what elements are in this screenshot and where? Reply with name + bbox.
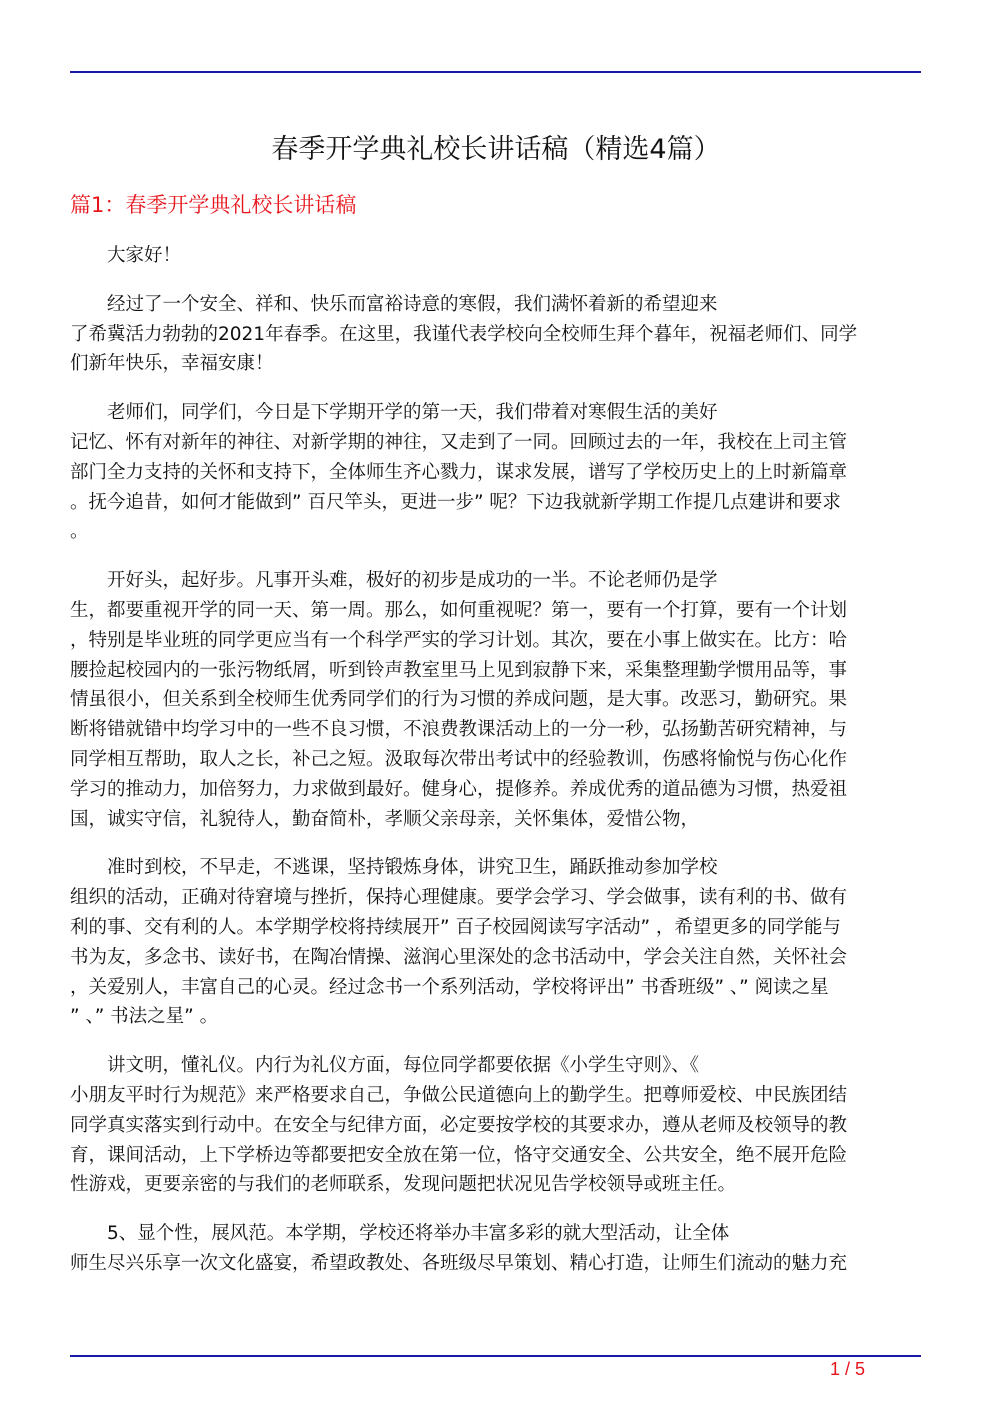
- paragraph: [70, 290, 921, 379]
- text-line: 了希冀活力勃勃的2021年春季。在这里，我谨代表学校向全校师生拜个暮年，祝福老师们、同学: [70, 323, 858, 345]
- document-title: 春季开学典礼校长讲话稿（精选4篇）: [271, 134, 721, 165]
- text-line: ” 、” 书法之星” 。: [70, 1006, 219, 1028]
- text-line: 开好头，起好步。凡事开头难，极好的初步是成功的一半。不论老师仍是学: [107, 570, 718, 592]
- text-line: 生，都要重视开学的同一天、第一周。那么，如何重视呢？第一，要有一个打算，要有一个计划: [70, 599, 848, 621]
- text-line: 记忆、怀有对新年的神往、对新学期的神往，又走到了一同。回顾过去的一年，我校在上司主管: [70, 431, 848, 453]
- text-line: 小朋友平时行为规范》来严格要求自己，争做公民道德向上的勤学生。把尊师爱校、中民族团结: [70, 1084, 848, 1106]
- text-line: ，关爱别人，丰富自己的心灵。经过念书一个系列活动，学校将评出” 书香班级” 、” 阅读之星: [70, 976, 829, 998]
- text-line: 断将错就错中均学习中的一些不良习惯，不浪费教课活动上的一分一秒，弘扬勤苦研究精神，与: [70, 719, 848, 741]
- text-line: 师生尽兴乐享一次文化盛宴，希望政教处、各班级尽早策划、精心打造，让师生们流动的魅力充: [70, 1252, 848, 1274]
- section-heading: 篇1：春季开学典礼校长讲话稿: [70, 193, 357, 217]
- text-line: 部门全力支持的关怀和支持下，全体师生齐心戮力，谋求发展，谱写了学校历史上的上时新篇章: [70, 461, 848, 483]
- paragraph: [70, 566, 921, 834]
- header-rule: [70, 71, 921, 73]
- text-line: 经过了一个安全、祥和、快乐而富裕诗意的寒假，我们满怀着新的希望迎来: [107, 293, 718, 315]
- text-line: 老师们，同学们，今日是下学期开学的第一天，我们带着对寒假生活的美好: [107, 402, 718, 424]
- footer-rule: [70, 1355, 921, 1357]
- text-line: 。: [70, 521, 89, 543]
- text-line: 情虽很小，但关系到全校师生优秀同学们的行为习惯的养成问题，是大事。改恶习，勤研究。果: [70, 689, 848, 711]
- text-line: 准时到校，不早走，不逃课，坚持锻炼身体，讲究卫生，踊跃推动参加学校: [107, 857, 718, 879]
- text-line: 国，诚实守信，礼貌待人，勤奋简朴，孝顺父亲母亲，关怀集体，爱惜公物，: [70, 808, 700, 830]
- text-line: 组织的活动，正确对待窘境与挫折，保持心理健康。要学会学习、学会做事，读有利的书、做有: [70, 887, 848, 909]
- text-line: ，特别是毕业班的同学更应当有一个科学严实的学习计划。其次，要在小事上做实在。比方：哈: [70, 629, 848, 651]
- text-line: 书为友，多念书、读好书，在陶冶情操、滋润心里深处的念书活动中，学会关注自然，关怀社会: [70, 946, 848, 968]
- paragraph: [70, 398, 921, 547]
- paragraph: [70, 241, 921, 271]
- text-line: 们新年快乐，幸福安康！: [70, 353, 274, 375]
- document-body: [70, 241, 921, 1298]
- text-line: 。抚今追昔，如何才能做到” 百尺竿头，更进一步” 呢？下边我就新学期工作提几点建讲和要求: [70, 491, 841, 513]
- text-line: 性游戏，更要亲密的与我们的老师联系，发现问题把状况见告学校领导或班主任。: [70, 1174, 737, 1196]
- text-line: 大家好！: [107, 245, 182, 266]
- page-number: 1 / 5: [830, 1359, 866, 1379]
- text-line: 5、显个性，展风范。本学期，学校还将举办丰富多彩的就大型活动，让全体: [107, 1223, 730, 1245]
- text-line: 利的事、交有利的人。本学期学校将持续展开” 百子校园阅读写字活动” ，希望更多的同学能与: [70, 916, 841, 938]
- text-line: 同学相互帮助，取人之长，补己之短。汲取每次带出考试中的经验教训，伤感将愉悦与伤心化作: [70, 748, 848, 770]
- paragraph: [70, 853, 921, 1032]
- text-line: 同学真实落实到行动中。在安全与纪律方面，必定要按学校的其要求办，遵从老师及校领导的教: [70, 1114, 848, 1136]
- paragraph: [70, 1051, 921, 1200]
- paragraph: [70, 1219, 921, 1279]
- text-line: 学习的推动力，加倍努力，力求做到最好。健身心，提修养。养成优秀的道品德为习惯，热爱祖: [70, 778, 848, 800]
- text-line: 讲文明，懂礼仪。内行为礼仪方面，每位同学都要依据《小学生守则》、《: [107, 1055, 700, 1077]
- text-line: 育，课间活动，上下学桥边等都要把安全放在第一位，恪守交通安全、公共安全，绝不展开危险: [70, 1144, 848, 1166]
- text-line: 腰捡起校园内的一张污物纸屑，听到铃声教室里马上见到寂静下来，采集整理勤学惯用品等，事: [70, 659, 848, 681]
